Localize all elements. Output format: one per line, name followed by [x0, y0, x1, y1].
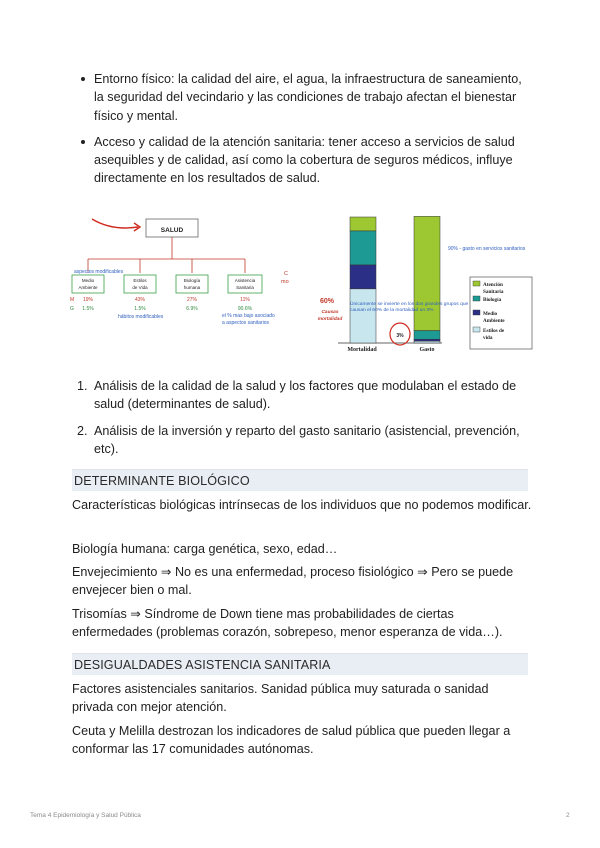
svg-text:de Vida: de Vida	[132, 285, 148, 290]
determinant-box	[176, 275, 208, 293]
svg-text:Sanitaria: Sanitaria	[483, 289, 504, 295]
note-habitos: hábitos modificables	[118, 314, 164, 320]
section-heading: DETERMINANTE BIOLÓGICO	[72, 469, 528, 491]
paragraph: Ceuta y Melilla destrozan los indicadores de salud pública que pueden llegar a conformar las 17 comunidades autónomas.	[72, 724, 511, 757]
x-tick-label: Gasto	[419, 347, 435, 353]
edge-mark: C	[284, 271, 288, 277]
determinant-box	[72, 275, 104, 293]
svg-text:Atención: Atención	[483, 282, 503, 288]
note-bajo-2: a aspectos sanitarios	[222, 320, 269, 326]
paragraph: Envejecimiento ⇒ No es una enfermedad, proceso fisiológico ⇒ Pero se puede envejecer bien o mal.	[72, 565, 514, 598]
bar-segment-biología	[414, 331, 440, 340]
svg-text:Ambiente: Ambiente	[483, 318, 505, 324]
m-value: 43%	[134, 297, 146, 303]
m-value: 27%	[186, 297, 198, 303]
svg-text:Asistencia: Asistencia	[234, 278, 256, 283]
page-number: 2	[566, 812, 570, 819]
svg-text:Estilos de: Estilos de	[483, 328, 505, 334]
svg-text:Estilos: Estilos	[133, 278, 147, 283]
svg-text:vida: vida	[483, 335, 493, 341]
edge-mark: mo	[281, 279, 289, 285]
bar-segment-medio-ambiente	[414, 339, 440, 341]
paragraph: Trisomías ⇒ Síndrome de Down tiene mas probabilidades de ciertas enfermedades (problemas corazón, sobrepeso, menor esperanza de vida…).	[72, 607, 503, 640]
bar-segment-atención-sanitaria	[350, 217, 376, 231]
bar-segment-medio-ambiente	[350, 265, 376, 289]
invest-note: Únicamente se invierte en los dos grandes grupos que causan el 60% de la mortalidad un 3%	[350, 302, 469, 313]
numbered-item: 1. Análisis de la calidad de la salud y los factores que modulaban el estado de salud (determinantes de salud).	[77, 379, 517, 412]
row-g-label: G	[70, 306, 74, 312]
bullet-item: Entorno físico: la calidad del aire, el agua, la infraestructura de saneamiento, la seguridad del vecindario y las condiciones de trabajo afectan el bienestar físico y mental.	[72, 70, 532, 125]
paragraph: Biología humana: carga genética, sexo, edad…	[72, 542, 338, 556]
determinant-box	[124, 275, 156, 293]
row-m-label: M	[70, 297, 75, 303]
note-bajo-1: el % mas bajo asociado	[222, 313, 275, 319]
m-value: 19%	[82, 297, 94, 303]
g-value: 1.5%	[134, 306, 146, 312]
svg-text:Biología: Biología	[483, 297, 502, 303]
circle-label: 3%	[396, 333, 404, 339]
mortalidad-pct: 60%	[320, 298, 335, 305]
section-heading: DESIGUALDADES ASISTENCIA SANITARIA	[72, 653, 528, 675]
svg-text:Ambiente: Ambiente	[78, 285, 98, 290]
stacked-bar-chart	[310, 213, 534, 353]
paragraph: Factores asistenciales sanitarios. Sanidad pública muy saturada o sanidad privada con mejor atención.	[72, 682, 489, 715]
g-value: 1.5%	[82, 306, 94, 312]
svg-text:Sanitaria: Sanitaria	[236, 285, 254, 290]
g-value: 6.9%	[186, 306, 198, 312]
salud-tree-diagram	[72, 213, 290, 343]
determinant-box	[228, 275, 262, 293]
svg-text:Biología: Biología	[183, 278, 201, 283]
numbered-item: 2. Análisis de la inversión y reparto del gasto sanitario (asistencial, prevención, etc).	[77, 423, 520, 456]
bullet-item: Acceso y calidad de la atención sanitaria: tener acceso a servicios de salud asequibles y de calidad, así como la cobertura de seguros médicos, influye directamente en los resultados de salud.	[72, 133, 532, 188]
footer-title: Tema 4 Epidemiología y Salud Pública	[30, 812, 141, 819]
bullet-list	[72, 70, 532, 196]
gasto-annotation: 90% - gasto en servicios sanitarios	[448, 246, 526, 252]
salud-label: SALUD	[160, 227, 184, 234]
svg-text:humana: humana	[183, 285, 201, 290]
mortalidad-label: Causas	[321, 310, 339, 315]
bar-segment-biología	[350, 231, 376, 265]
m-value: 11%	[240, 297, 250, 303]
caption-modificables: aspectos modificables	[74, 269, 124, 275]
paragraph: Características biológicas intrínsecas de los individuos que no podemos modificar.	[72, 498, 532, 512]
bar-segment-estilos-de-vida	[414, 341, 440, 343]
mortalidad-label: mortalidad	[317, 317, 343, 322]
svg-text:Medio: Medio	[81, 278, 95, 283]
svg-text:Medio: Medio	[483, 311, 498, 317]
g-value: 90.6%	[237, 306, 253, 312]
x-tick-label: Mortalidad	[347, 347, 377, 353]
numbered-list	[72, 377, 532, 466]
